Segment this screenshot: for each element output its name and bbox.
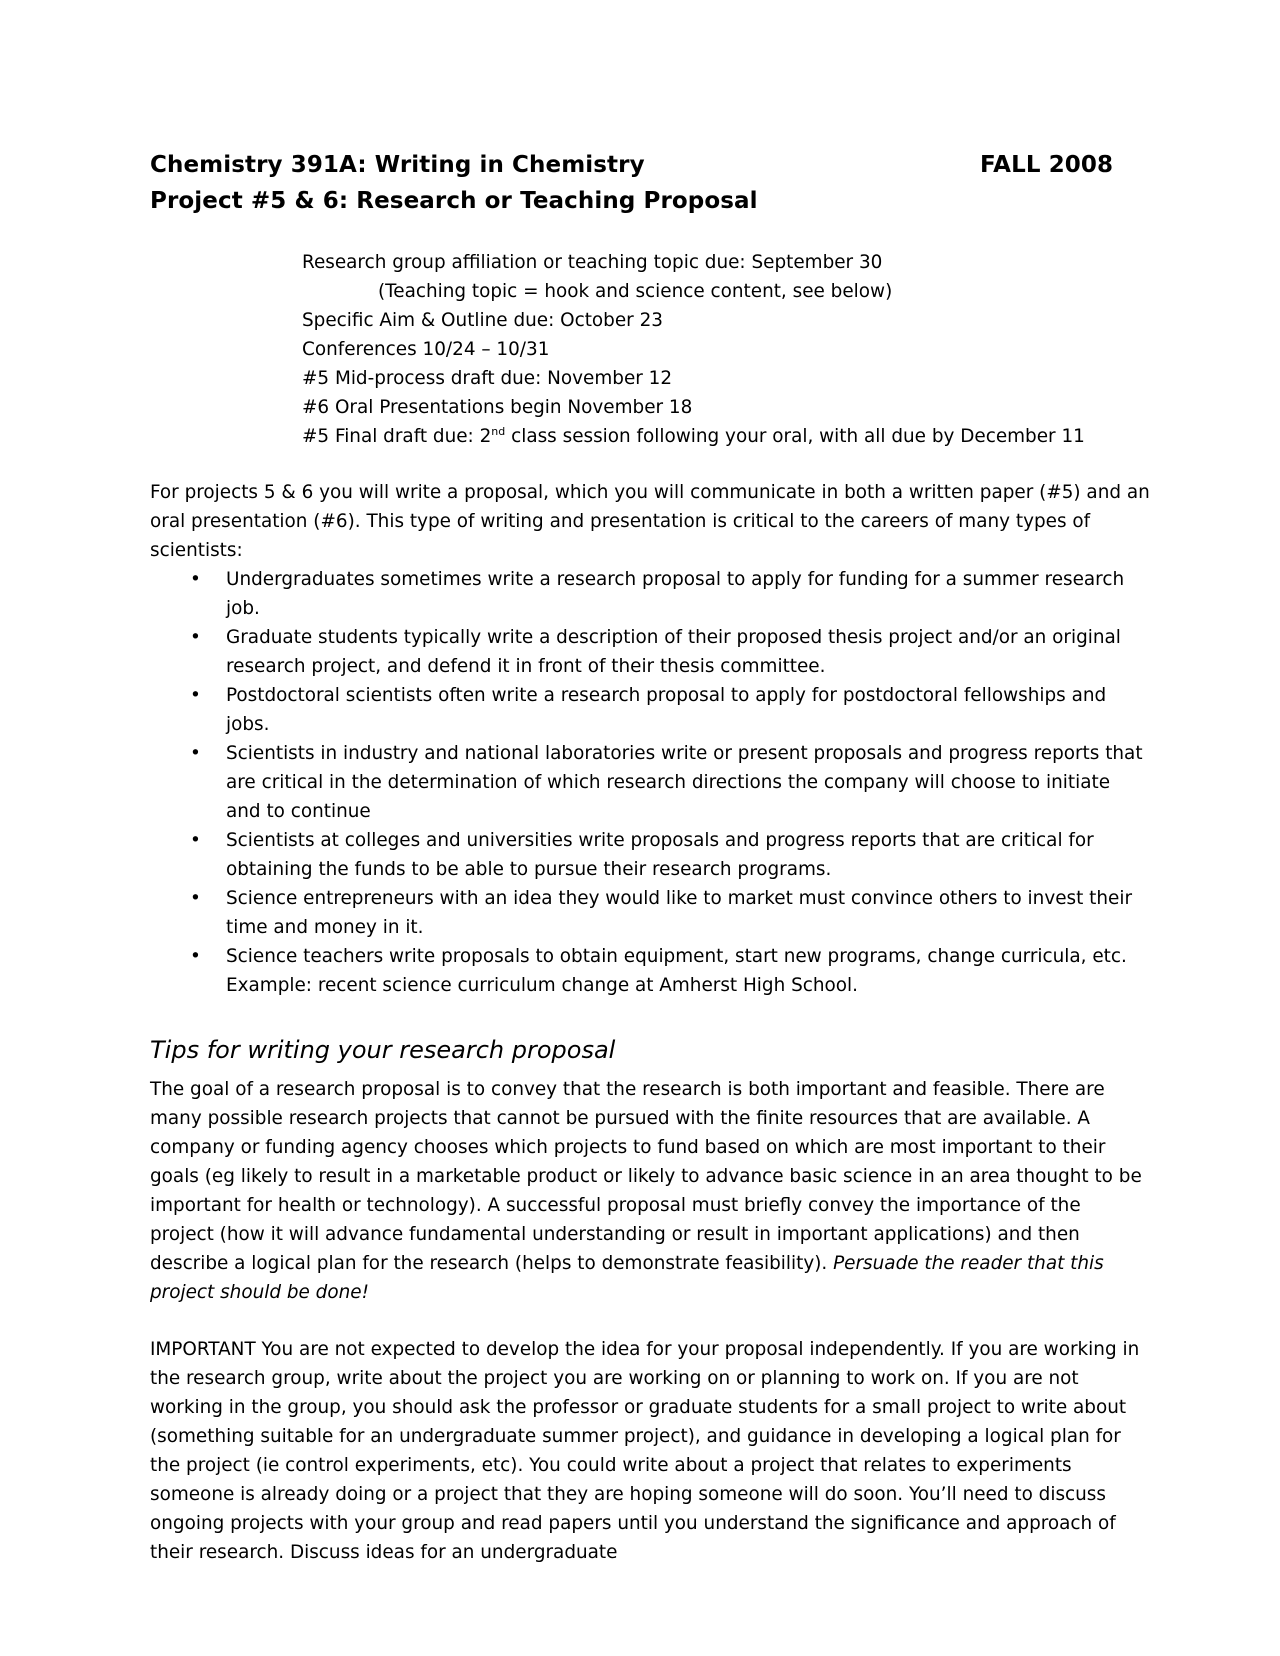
schedule-item: #6 Oral Presentations begin November 18 [302, 397, 693, 418]
list-item: • Scientists at colleges and universities write proposals and progress reports that are critical for obtaining the funds to be able to pursue their research programs. [226, 826, 1150, 884]
ordinal-suffix: nd [491, 424, 506, 438]
final-draft-text: #5 Final draft due: 2 [302, 426, 492, 447]
schedule-note: (Teaching topic = hook and science content, see below) [378, 281, 893, 302]
tips-section [150, 1075, 1150, 1307]
schedule-item: Research group affiliation or teaching topic due: September 30 [302, 252, 883, 273]
tips-heading: Tips for writing your research proposal [150, 1036, 616, 1064]
course-title: Chemistry 391A: Writing in Chemistry [150, 152, 645, 178]
schedule-item: #5 Mid-process draft due: November 12 [302, 368, 673, 389]
intro-section [150, 478, 1150, 1000]
schedule-list [302, 248, 1085, 451]
list-item: • Postdoctoral scientists often write a research proposal to apply for postdoctoral fellowships and jobs. [226, 681, 1150, 739]
schedule-item: Specific Aim & Outline due: October 23 [302, 310, 663, 331]
important-paragraph: IMPORTANT You are not expected to develop the idea for your proposal independently. If you are working in the research group, write about the project you are working on or planning to work on. If you are not working in the group, you should ask the professor or graduate students for a small project to write about (something suitable for an undergraduate summer project), and guidance in developing a logical plan for the project (ie control experiments, etc). You could write about a project that relates to experiments someone is already doing or a project that they are hoping someone will do soon. You’ll need to discuss ongoing projects with your group and read papers until you understand the significance and approach of their research. Discuss ideas for an undergraduate [150, 1339, 1140, 1563]
schedule-item [302, 422, 1085, 451]
intro-paragraph: For projects 5 & 6 you will write a proposal, which you will communicate in both a written paper (#5) and an oral presentation (#6). This type of writing and presentation is critical to the careers of many types of scientists: [150, 482, 1150, 561]
project-title: Project #5 & 6: Research or Teaching Proposal [150, 188, 758, 214]
tips-paragraph [150, 1075, 1150, 1307]
term-label: FALL 2008 [980, 152, 1114, 178]
final-draft-text-rest: class session following your oral, with all due by December 11 [505, 426, 1085, 447]
tips-emphasis: Persuade the reader that this project should be done! [150, 1253, 1104, 1303]
scientist-roles-list [150, 565, 1150, 1000]
list-item: • Undergraduates sometimes write a research proposal to apply for funding for a summer research job. [226, 565, 1150, 623]
list-item: • Scientists in industry and national laboratories write or present proposals and progress reports that are critical in the determination of which research directions the company will choose to initiate and to continue [226, 739, 1150, 826]
list-item: • Graduate students typically write a description of their proposed thesis project and/or an original research project, and defend it in front of their thesis committee. [226, 623, 1150, 681]
list-item: • Science entrepreneurs with an idea they would like to market must convince others to invest their time and money in it. [226, 884, 1150, 942]
important-section [150, 1335, 1150, 1567]
list-item: • Science teachers write proposals to obtain equipment, start new programs, change curricula, etc. Example: recent science curriculum change at Amherst High School. [226, 942, 1150, 1000]
tips-text: The goal of a research proposal is to convey that the research is both important and feasible. There are many possible research projects that cannot be pursued with the finite resources that are available. A company or funding agency chooses which projects to fund based on which are most important to their goals (eg likely to result in a marketable product or likely to advance basic science in an area thought to be important for health or technology). A successful proposal must briefly convey the importance of the project (how it will advance fundamental understanding or result in important applications) and then describe a logical plan for the research (helps to demonstrate feasibility). [150, 1079, 1142, 1274]
schedule-item: Conferences 10/24 – 10/31 [302, 339, 550, 360]
